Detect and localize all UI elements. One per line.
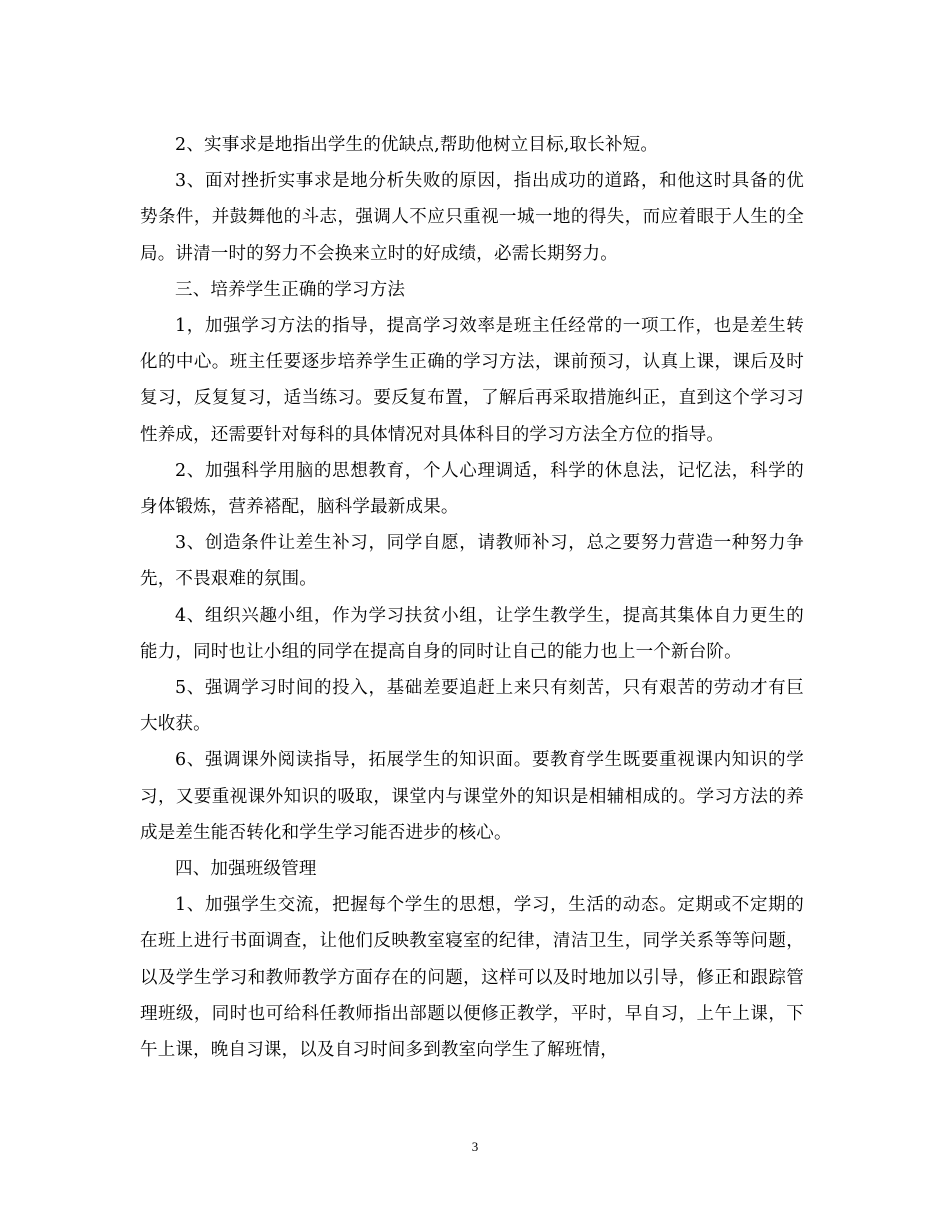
paragraph-method-2: 2、加强科学用脑的思想教育，个人心理调适，科学的休息法，记忆法，科学的身体锻炼，营养褡配，脑科学最新成果。 (140, 460, 804, 518)
paragraph-method-4: 4、组织兴趣小组，作为学习扶贫小组，让学生教学生，提高其集体自力更生的能力，同时也让小组的同学在提高自身的同时让自己的能力也上一个新台阶。 (140, 605, 804, 662)
paragraph-point-3: 3、面对挫折实事求是地分析失败的原因，指出成功的道路，和他这时具备的优势条件，并鼓舞他的斗志，强调人不应只重视一城一地的得失，而应着眼于人生的全局。讲清一时的努力不会换来立时的好成绩，必需长期努力。 (140, 171, 804, 264)
paragraph-method-5: 5、强调学习时间的投入，基础差要追赶上来只有刻苦，只有艰苦的劳动才有巨大收获。 (140, 678, 804, 735)
paragraph-method-1: 1，加强学习方法的指导，提高学习效率是班主任经常的一项工作，也是差生转化的中心。班主任要逐步培养学生正确的学习方法，课前预习，认真上课，课后及时复习，反复复习，适当练习。要反复布置，了解后再采取措施纠正，直到这个学习习性养成，还需要针对每科的具体情况对具体科目的学习方法全方位的指导。 (140, 316, 804, 445)
page-number: 3 (471, 1139, 479, 1154)
section-heading-study-methods: 三、培养学生正确的学习方法 (175, 279, 406, 300)
paragraph-method-3: 3、创造条件让差生补习，同学自愿，请教师补习，总之要努力营造一种努力争先，不畏艰难的氛围。 (140, 533, 804, 590)
paragraph-method-6: 6、强调课外阅读指导，拓展学生的知识面。要教育学生既要重视课内知识的学习，又要重视课外知识的吸取，课堂内与课堂外的知识是相辅相成的。学习方法的养成是差生能否转化和学生学习能否进步的核心。 (140, 750, 804, 843)
section-heading-class-management: 四、加强班级管理 (175, 859, 317, 880)
document-body (140, 127, 804, 1068)
paragraph-point-2: 2、实事求是地指出学生的优缺点,帮助他树立目标,取长补短。 (175, 135, 659, 155)
paragraph-management-1: 1、加强学生交流，把握每个学生的思想，学习，生活的动态。定期或不定期的在班上进行书面调查，让他们反映教室寝室的纪律，清洁卫生，同学关系等等问题，以及学生学习和教师教学方面存在的问题，这样可以及时地加以引导，修正和跟踪管理班级，同时也可给科任教师指出部题以便修正教学，平时，早自习，上午上课，下午上课，晚自习课，以及自习时间多到教室向学生了解班情， (140, 895, 804, 1061)
